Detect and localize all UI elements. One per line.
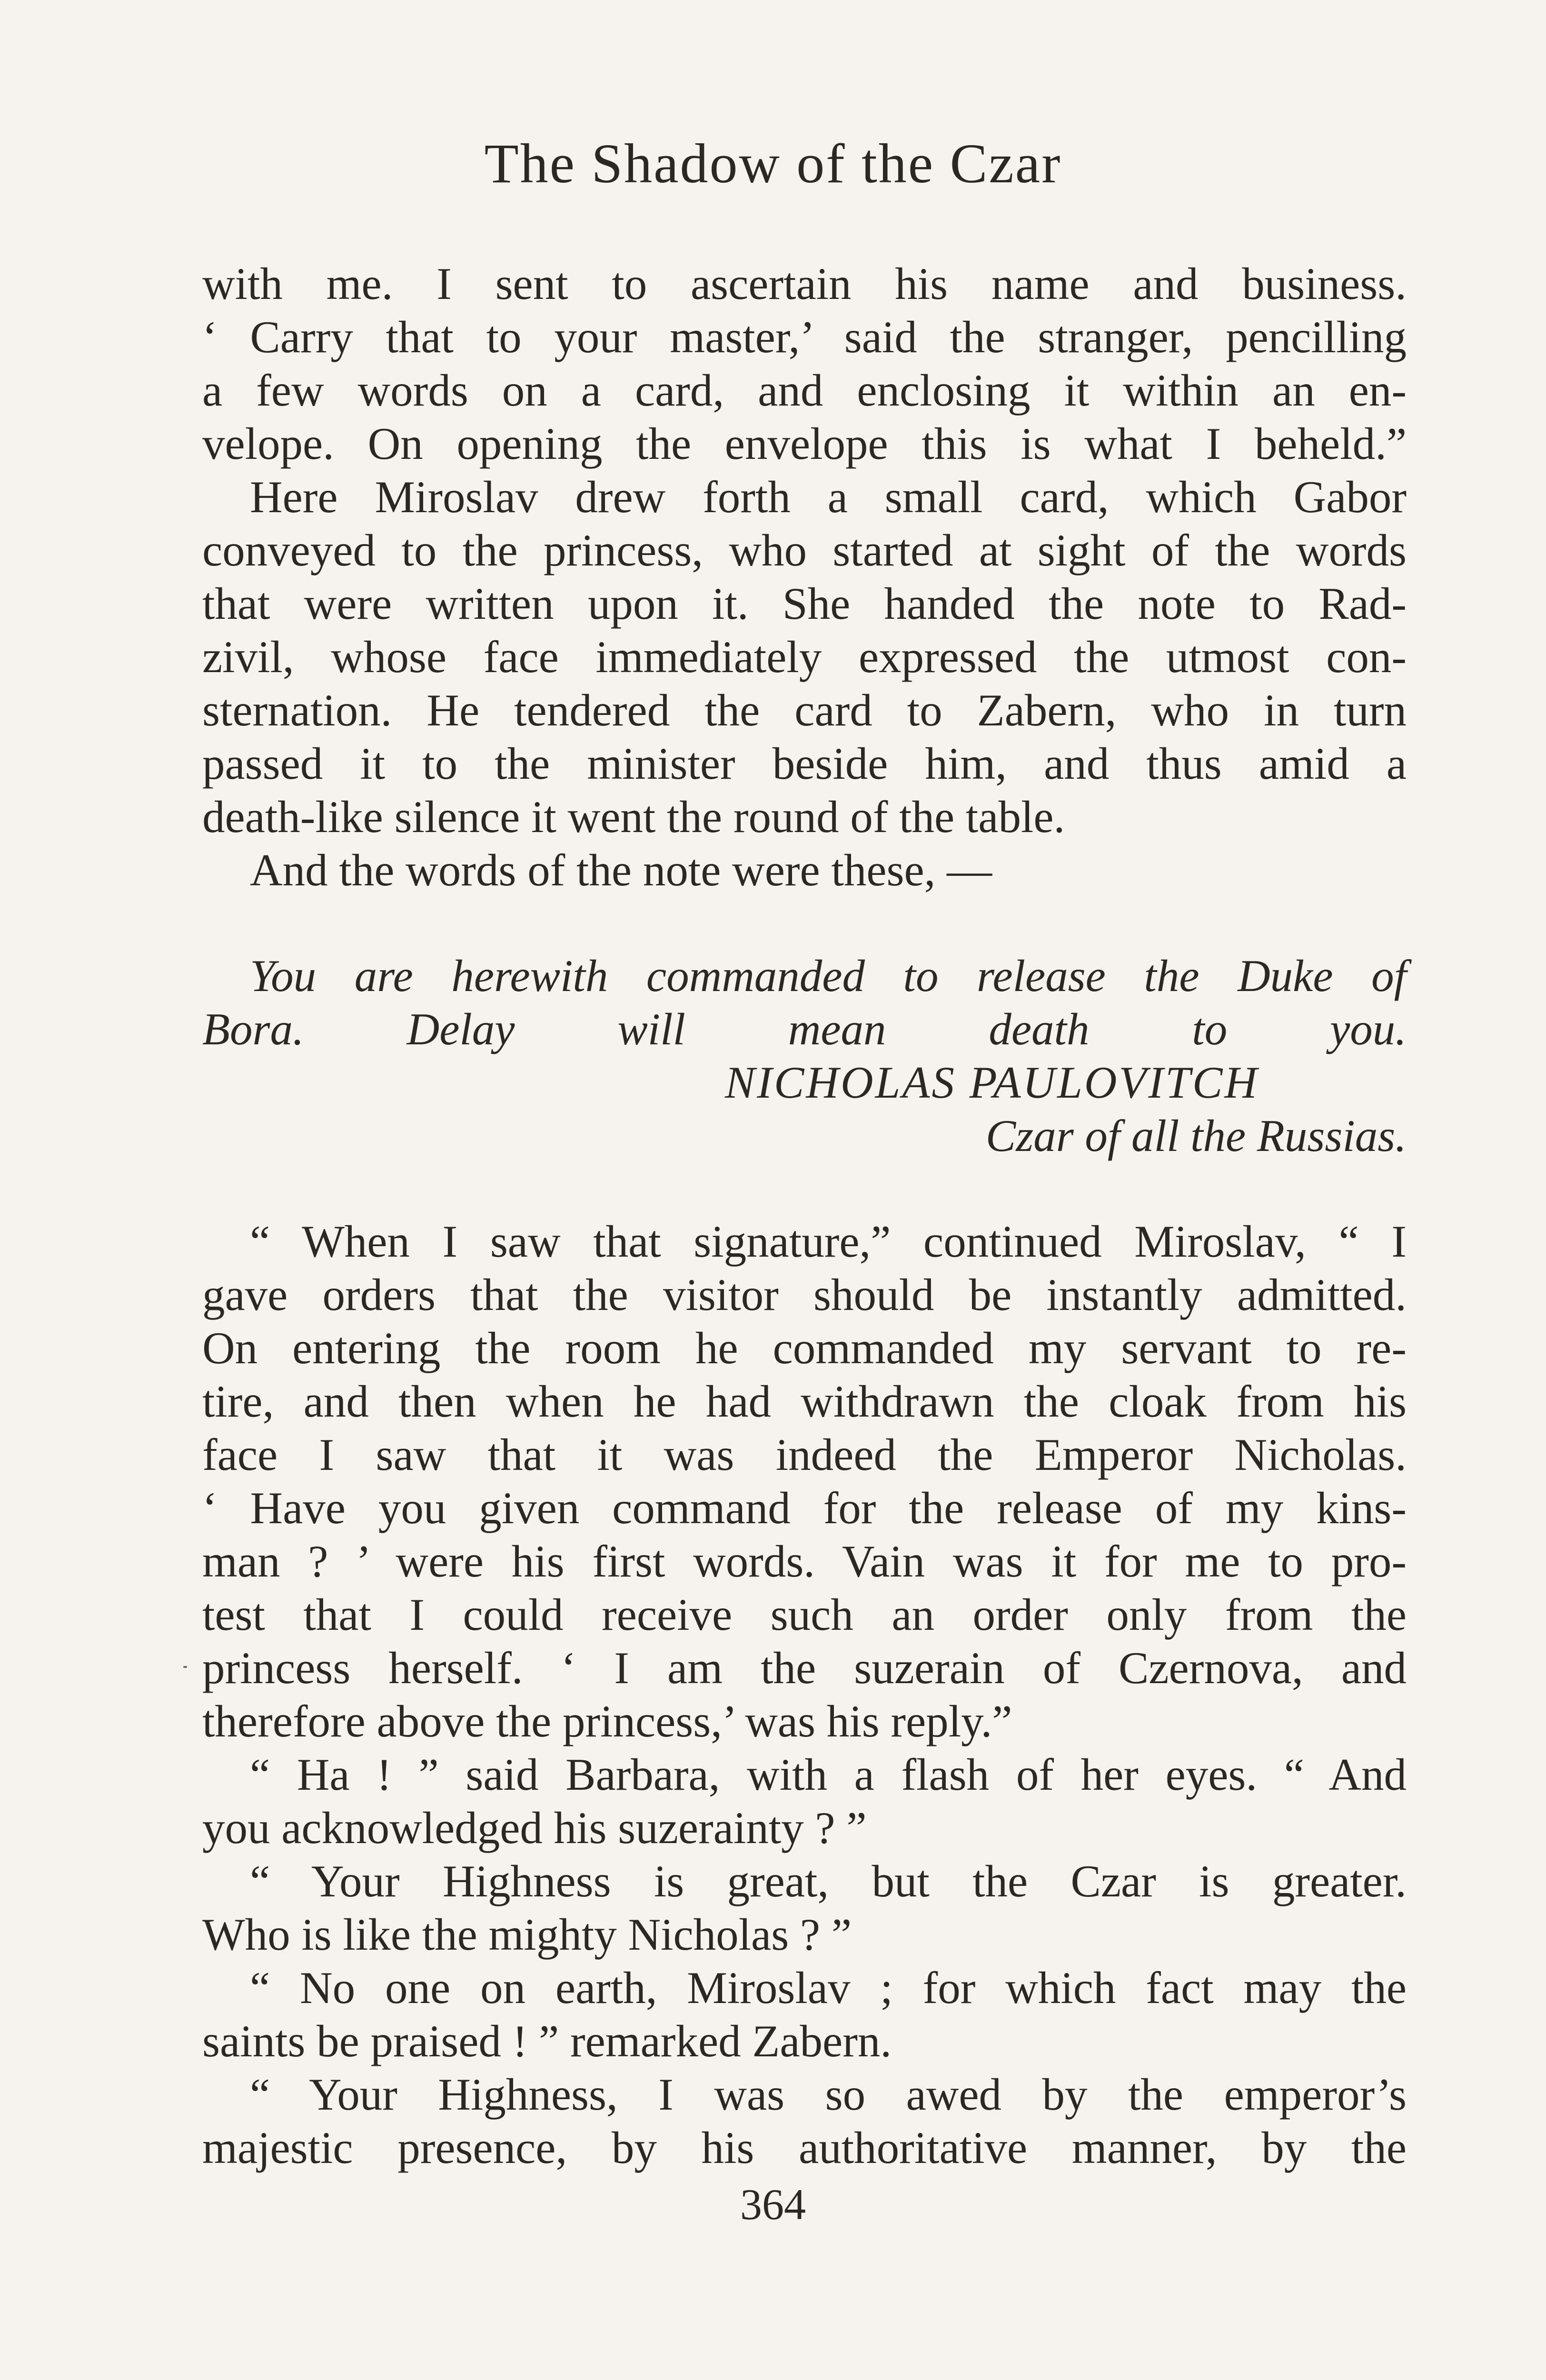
paragraph-4: [202, 1215, 1407, 1748]
paragraph-6: [202, 1854, 1407, 1961]
text-line: velope. On opening the envelope this is what I beheld.”: [202, 418, 1407, 469]
text-line: “ Ha ! ” said Barbara, with a flash of her eyes. “ And: [250, 1749, 1407, 1800]
text-line: ‘ Have you given command for the release of my kins-: [202, 1483, 1407, 1533]
note-signature-title: Czar of all the Russias.: [985, 1111, 1407, 1161]
text-line: therefore above the princess,’ was his reply.”: [202, 1696, 1012, 1746]
paragraph-1: [202, 257, 1407, 470]
text-line: tire, and then when he had withdrawn the cloak from his: [202, 1376, 1407, 1427]
page-number: 364: [740, 2180, 806, 2229]
note-signature-name: NICHOLAS PAULOVITCH: [724, 1057, 1259, 1108]
text-line: man ? ’ were his first words. Vain was it for me to pro-: [202, 1536, 1407, 1587]
text-line: ‘ Carry that to your master,’ said the stranger, pencilling: [202, 312, 1407, 362]
text-line: test that I could receive such an order only from the: [202, 1589, 1407, 1640]
text-line: Here Miroslav drew forth a small card, which Gabor: [250, 472, 1407, 522]
czar-note: [202, 949, 1407, 1162]
text-line: “ When I saw that signature,” continued Miroslav, “ I: [250, 1216, 1407, 1267]
note-line: You are herewith commanded to release the Duke of: [250, 951, 1407, 1001]
running-head: The Shadow of the Czar: [484, 132, 1062, 195]
text-line: On entering the room he commanded my servant to re-: [202, 1323, 1407, 1373]
print-speck: [183, 1666, 187, 1668]
text-line: sternation. He tendered the card to Zabern, who in turn: [202, 685, 1407, 735]
text-line: a few words on a card, and enclosing it within an en-: [202, 365, 1407, 416]
text-line: “ No one on earth, Miroslav ; for which fact may the: [250, 1963, 1407, 2013]
text-line: princess herself. ‘ I am the suzerain of Czernova, and: [202, 1643, 1407, 1693]
text-line: zivil, whose face immediately expressed the utmost con-: [202, 632, 1407, 682]
body-text: [202, 257, 1407, 2174]
text-line: death-like silence it went the round of the table.: [202, 792, 1065, 842]
text-line: face I saw that it was indeed the Emperor Nicholas.: [202, 1429, 1407, 1480]
text-line: with me. I sent to ascertain his name and business.: [202, 258, 1407, 309]
paragraph-7: [202, 1961, 1407, 2068]
text-line: that were written upon it. She handed the note to Rad-: [202, 578, 1407, 629]
text-line: “ Your Highness is great, but the Czar is greater.: [250, 1856, 1407, 1906]
paragraph-8: [202, 2068, 1407, 2174]
paragraph-2: [202, 470, 1407, 843]
text-line: gave orders that the visitor should be instantly admitted.: [202, 1269, 1407, 1320]
text-line: And the words of the note were these, —: [250, 845, 992, 895]
text-line: Who is like the mighty Nicholas ? ”: [202, 1909, 852, 1960]
paragraph-5: [202, 1748, 1407, 1854]
text-line: passed it to the minister beside him, and thus amid a: [202, 738, 1407, 789]
text-line: majestic presence, by his authoritative manner, by the: [202, 2122, 1407, 2173]
text-line: conveyed to the princess, who started at sight of the words: [202, 525, 1407, 575]
paragraph-3: [202, 843, 1407, 897]
text-line: “ Your Highness, I was so awed by the emperor’s: [250, 2069, 1407, 2120]
text-line: you acknowledged his suzerainty ? ”: [202, 1803, 867, 1853]
text-line: saints be praised ! ” remarked Zabern.: [202, 2016, 892, 2066]
note-line: Bora. Delay will mean death to you.: [202, 1004, 1407, 1054]
